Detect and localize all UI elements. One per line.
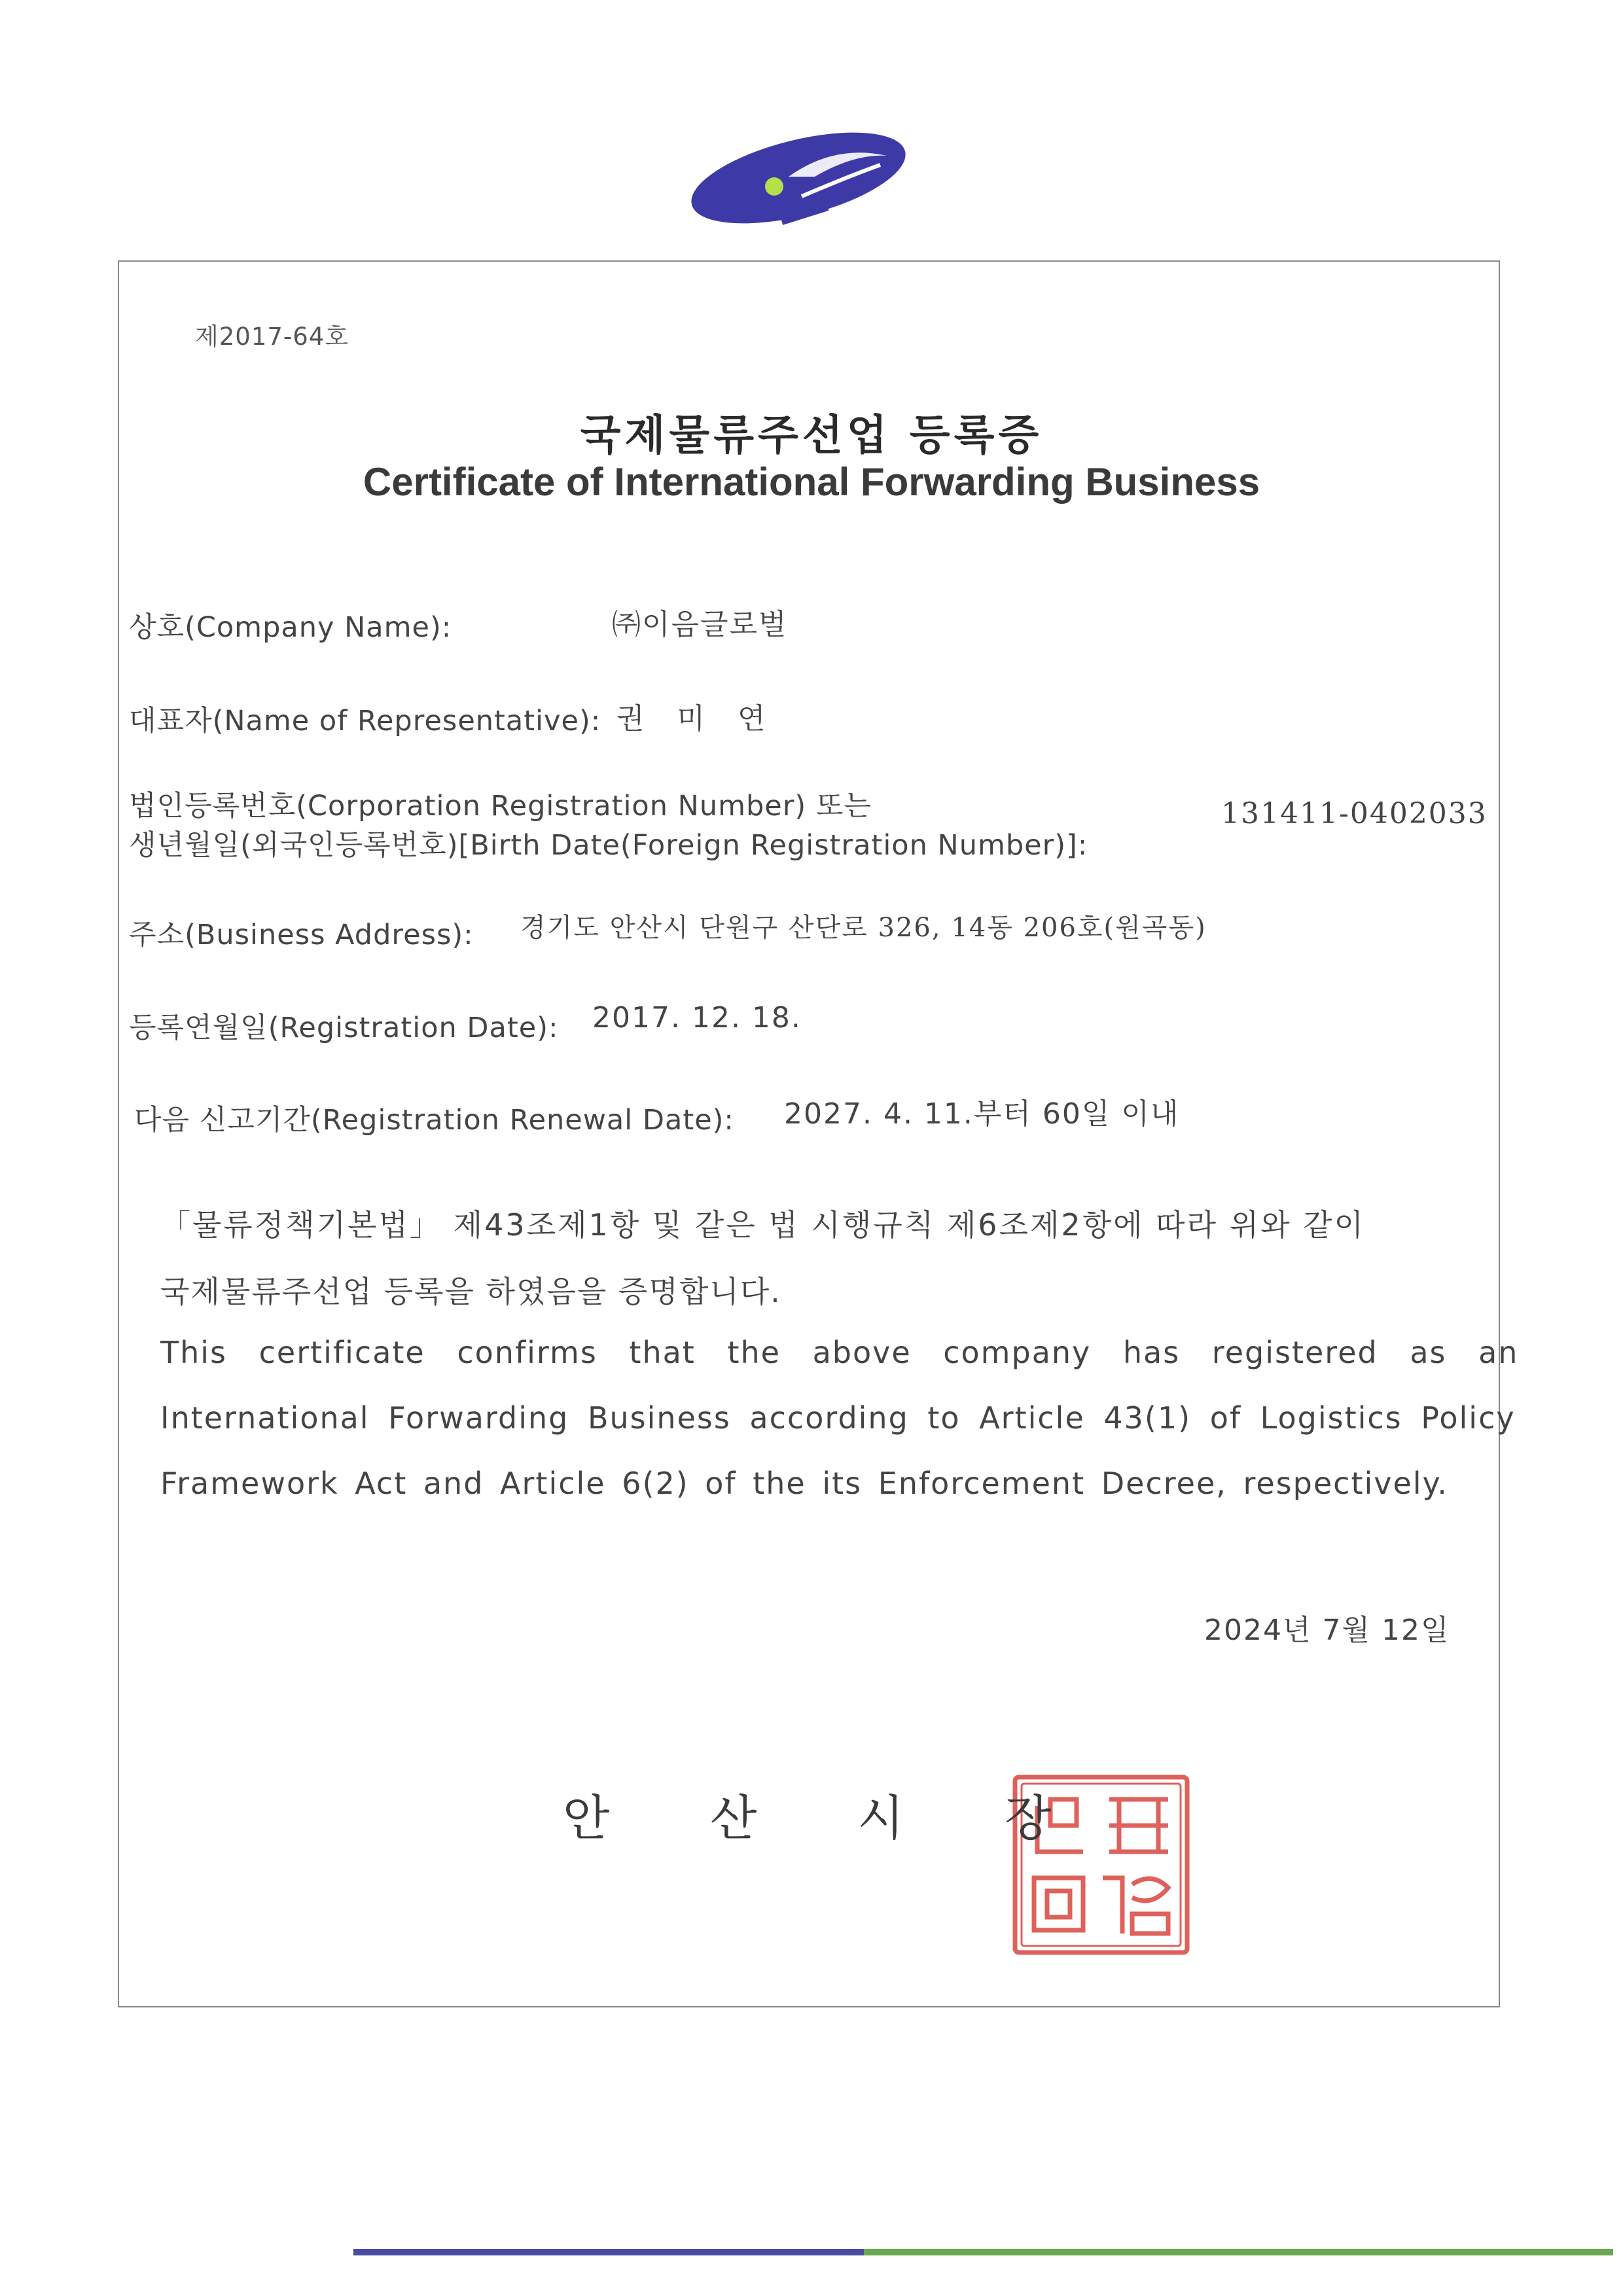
- issuer-char: 시: [857, 1790, 904, 1846]
- footer-bar-blue: [353, 2249, 864, 2255]
- certificate-title-korean: 국제물류주선업 등록증: [580, 412, 1043, 460]
- registration-date-label: 등록연월일(Registration Date):: [129, 1012, 559, 1044]
- statement-english-line2: International Forwarding Business according to Article 43(1) of Logistics Policy: [160, 1400, 1516, 1436]
- issuer-char: 산: [710, 1790, 757, 1846]
- representative-label: 대표자(Name of Representative):: [129, 705, 601, 737]
- certificate-title-english: Certificate of International Forwarding Business: [363, 460, 1260, 504]
- logo-icon: [690, 131, 919, 242]
- registration-date-value: 2017. 12. 18.: [592, 1001, 802, 1034]
- statement-english-line3: Framework Act and Article 6(2) of the its Enforcement Decree, respectively.: [160, 1466, 1448, 1501]
- issue-date: 2024년 7월 12일: [1204, 1614, 1450, 1647]
- issuer-name: [563, 1780, 1152, 1849]
- address-label: 주소(Business Address):: [129, 919, 474, 951]
- company-name-label: 상호(Company Name):: [129, 611, 452, 644]
- representative-value: 권 미 연: [616, 702, 777, 735]
- corp-registration-label-line2: 생년월일(외국인등록번호)[Birth Date(Foreign Registration Number)]:: [129, 829, 1088, 862]
- statement-english-line1: This certificate confirms that the above company has registered as an: [160, 1335, 1519, 1370]
- corp-registration-value: 131411-0402033: [1221, 797, 1488, 830]
- issuer-char: 장: [1005, 1790, 1052, 1846]
- company-name-value: ㈜이음글로벌: [612, 608, 788, 641]
- document-number: 제2017-64호: [195, 323, 349, 351]
- statement-korean-line1: 「물류정책기본법」 제43조제1항 및 같은 법 시행규칙 제6조제2항에 따라 위와 같이: [160, 1207, 1366, 1243]
- statement-korean-line2: 국제물류주선업 등록을 하였음을 증명합니다.: [160, 1274, 781, 1309]
- renewal-date-value: 2027. 4. 11.부터 60일 이내: [784, 1097, 1180, 1131]
- issuer-char: 안: [563, 1790, 610, 1846]
- corp-registration-label-line1: 법인등록번호(Corporation Registration Number) 또는: [129, 790, 872, 822]
- renewal-date-label: 다음 신고기간(Registration Renewal Date):: [134, 1104, 734, 1137]
- address-value: 경기도 안산시 단원구 산단로 326, 14동 206호(원곡동): [520, 913, 1207, 943]
- footer-bar-green: [864, 2249, 1613, 2255]
